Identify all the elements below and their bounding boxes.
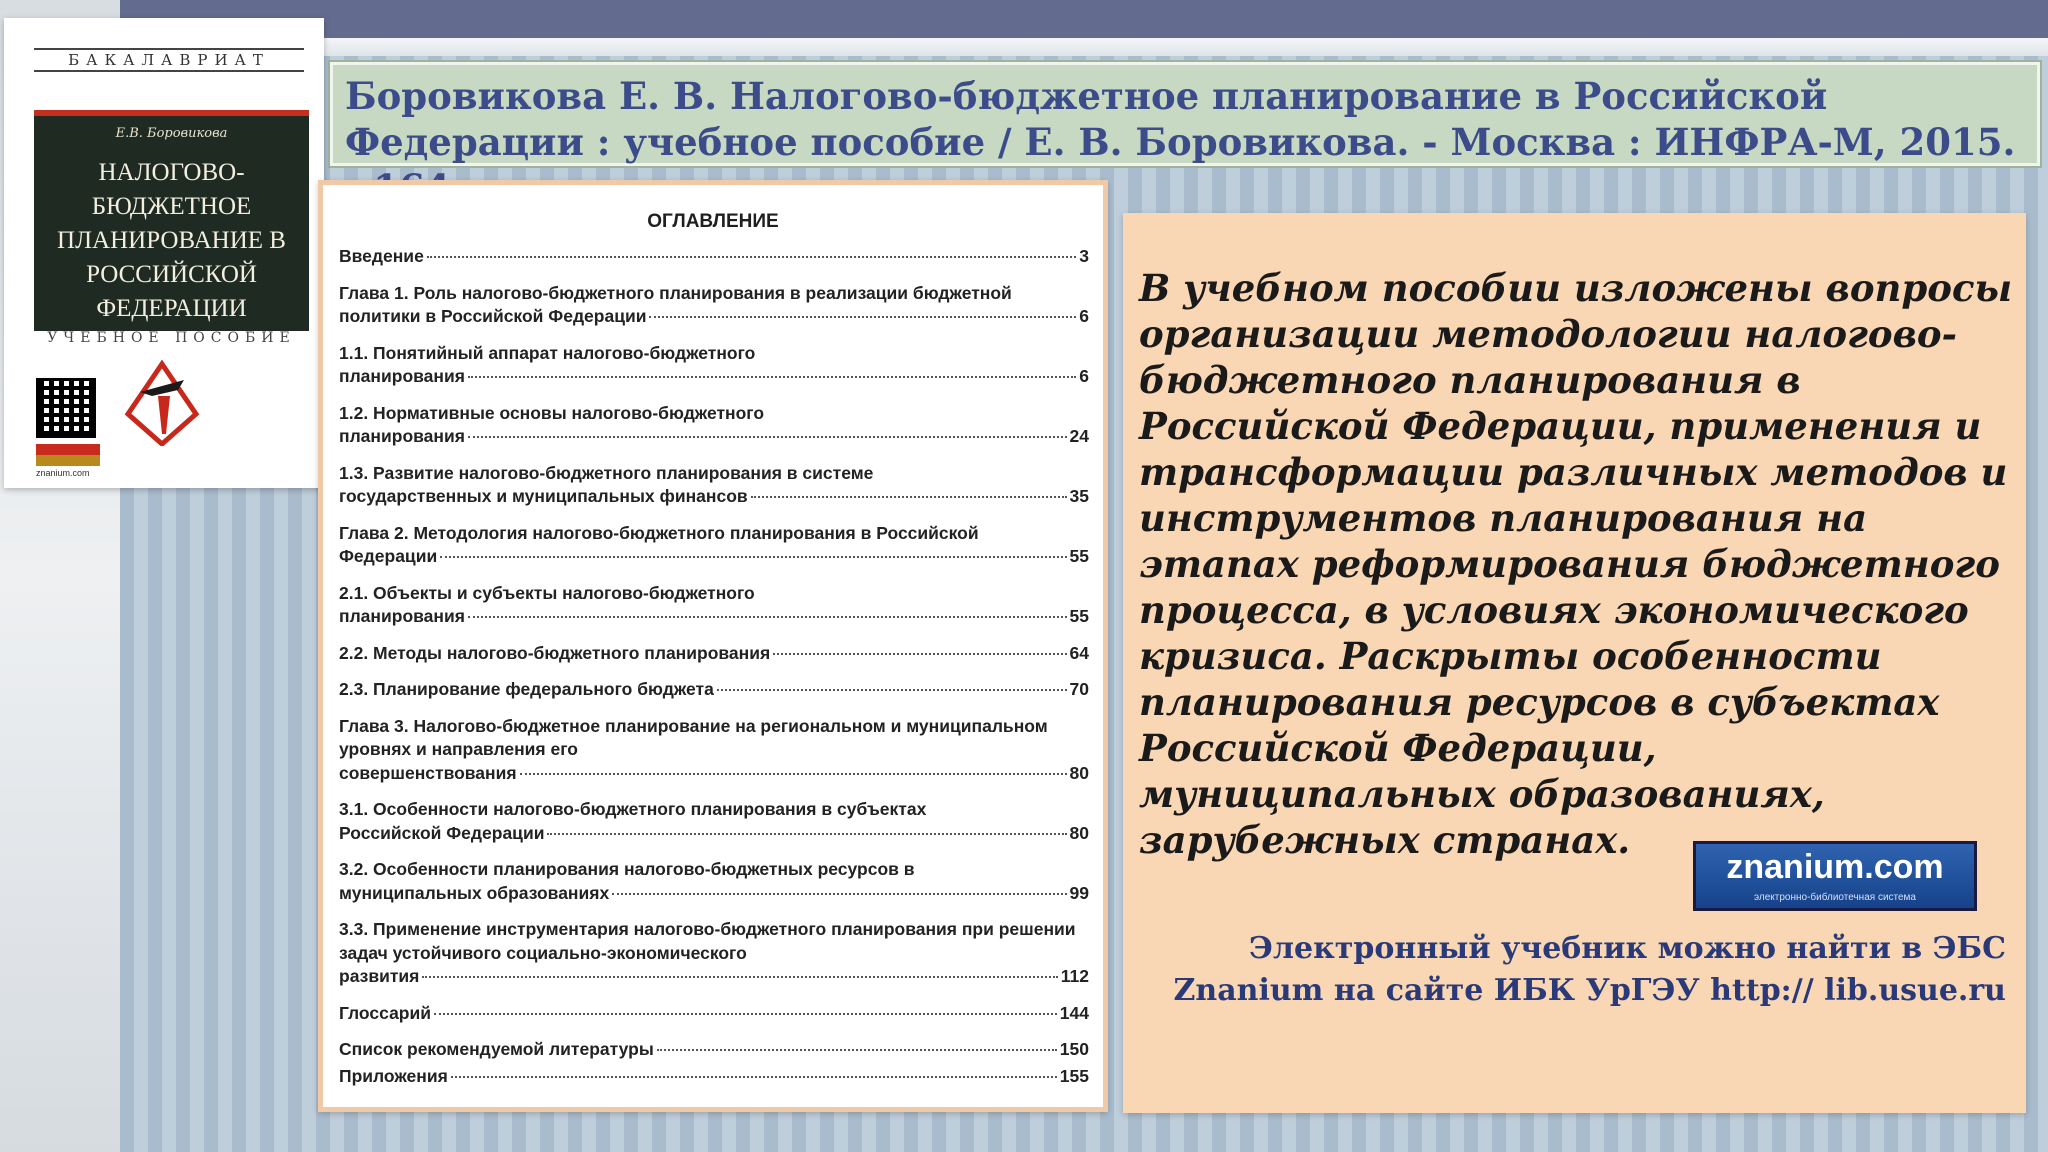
toc-entry	[339, 858, 1089, 905]
toc-entry-title: 1.1. Понятийный аппарат налогово-бюджетного	[339, 342, 756, 363]
toc-leader-dots	[547, 833, 1066, 835]
toc-page-number: 144	[1059, 1002, 1089, 1023]
slide-title: Боровикова Е. В. Налогово-бюджетное планирование в Российской Федерации : учебное пособие / Е. В. Боровикова. - Москва : ИНФРА-М, 2015.	[345, 74, 2016, 164]
ebs-note: Электронный учебник можно найти в ЭБС Znanium на сайте ИБК УрГЭУ http:// lib.usue.ru	[1173, 931, 2006, 1008]
toc-entry-title: Глава 2. Методология налогово-бюджетного планирования в Российской	[339, 522, 979, 543]
toc-page-number: 55	[1069, 546, 1089, 566]
toc-entry-row	[339, 425, 1089, 449]
toc-leader-dots	[427, 256, 1076, 258]
toc-entry-title: 2.1. Объекты и субъекты налогово-бюджетного	[339, 582, 755, 603]
toc-page-number: 6	[1079, 366, 1089, 386]
toc-entry-title-end: Российской Федерации	[339, 822, 545, 843]
cover-site: znanium.com	[36, 468, 90, 478]
toc-leader-dots	[468, 436, 1067, 438]
toc-leader-dots	[657, 1049, 1057, 1051]
toc-entry-row	[339, 305, 1089, 329]
toc-entry-title-end: Приложения	[339, 1065, 448, 1086]
toc-entry-row	[339, 605, 1089, 629]
toc-page-number: 6	[1079, 306, 1089, 326]
toc-entry-title-end: муниципальных образованиях	[339, 882, 610, 903]
toc-page-number: 55	[1069, 606, 1089, 626]
toc-leader-dots	[773, 653, 1066, 655]
toc-entry-title: 3.3. Применение инструментария налогово-бюджетного планирования при решении задач устойчивого социально-экономического	[339, 919, 1076, 963]
toc-leader-dots	[440, 556, 1066, 558]
toc-leader-dots	[468, 616, 1067, 618]
znanium-tagline: электронно-библиотечная система	[1754, 892, 1916, 903]
toc-entry	[339, 282, 1089, 329]
toc-heading: ОГЛАВЛЕНИЕ	[647, 211, 779, 232]
cover-title: НАЛОГОВО-БЮДЖЕТНОЕ ПЛАНИРОВАНИЕ В РОССИЙСКОЙ ФЕДЕРАЦИИ	[57, 159, 286, 322]
toc-entry-title: 1.3. Развитие налогово-бюджетного планирования в системе	[339, 462, 874, 483]
toc-page-number: 80	[1069, 762, 1089, 783]
toc-entry-title: Глава 3. Налогово-бюджетное планирование на региональном и муниципальном уровнях и направления его	[339, 715, 1048, 759]
toc-page-number: 35	[1069, 486, 1089, 506]
publisher-logo-icon	[122, 356, 202, 446]
toc-entry-row	[339, 642, 1089, 666]
znanium-logo[interactable]	[1693, 841, 1977, 911]
toc-entry-title-end: 2.2. Методы налогово-бюджетного планирования	[339, 642, 771, 663]
cover-series: БАКАЛАВРИАТ	[34, 48, 304, 72]
toc-entry-title: 3.1. Особенности налогово-бюджетного планирования в субъектах	[339, 799, 927, 819]
toc-leader-dots	[451, 1076, 1057, 1078]
qr-code-icon	[36, 378, 96, 438]
toc-entry-title-end: государственных и муниципальных финансов	[339, 486, 748, 506]
toc-entry-title-end: планирования	[339, 366, 465, 386]
toc-leader-dots	[612, 893, 1066, 895]
table-of-contents	[318, 180, 1108, 1112]
toc-page-number: 150	[1059, 1039, 1089, 1059]
toc-page-number: 80	[1069, 822, 1089, 843]
toc-entry	[339, 245, 1089, 269]
top-rule	[120, 38, 2048, 56]
toc-entry-title: 1.2. Нормативные основы налогово-бюджетного	[339, 402, 765, 423]
toc-entry	[339, 678, 1089, 702]
cover-author: Е.В. Боровикова	[115, 126, 228, 141]
toc-page-number: 70	[1069, 679, 1089, 699]
toc-leader-dots	[468, 376, 1076, 378]
toc-entry-row	[339, 365, 1089, 389]
toc-entry-row	[339, 485, 1089, 509]
toc-page-number: 24	[1069, 426, 1089, 446]
toc-entry	[339, 1038, 1089, 1062]
toc-entry	[339, 462, 1089, 509]
toc-entry-row	[339, 965, 1089, 989]
toc-entry-title: 3.2. Особенности планирования налогово-бюджетных ресурсов в	[339, 859, 915, 879]
title-banner	[330, 62, 2040, 166]
toc-entry-row	[339, 882, 1089, 906]
toc-page-number: 3	[1079, 246, 1089, 266]
book-cover	[4, 18, 324, 488]
toc-entry	[339, 1065, 1089, 1089]
toc-entry	[339, 342, 1089, 389]
toc-entry	[339, 1002, 1089, 1026]
top-bar	[120, 0, 2048, 38]
toc-entry-title-end: планирования	[339, 606, 465, 626]
book-description: В учебном пособии изложены вопросы организации методологии налогово-бюджетного планирования в Российской Федерации, применения и трансформации различных методов и инструментов планирования на этапах реформирования бюджетного процесса, в условиях экономического кризиса. Раскрыты особенности планирования ресурсов в субъектах Российской Федерации, муниципальных образованиях, зарубежных странах.	[1139, 266, 2013, 862]
description-panel	[1123, 213, 2026, 1113]
toc-entry	[339, 402, 1089, 449]
toc-page-number: 112	[1060, 966, 1089, 986]
toc-entry-title-end: развития	[339, 966, 420, 986]
toc-leader-dots	[751, 496, 1067, 498]
toc-entry-row	[339, 762, 1089, 786]
toc-entry	[339, 798, 1089, 845]
toc-leader-dots	[422, 976, 1057, 978]
toc-entry	[339, 715, 1089, 786]
toc-leader-dots	[717, 689, 1067, 691]
toc-entry-title-end: Список рекомендуемой литературы	[339, 1039, 654, 1059]
toc-entry-row	[339, 822, 1089, 846]
toc-entry	[339, 642, 1089, 666]
toc-entry	[339, 582, 1089, 629]
toc-entry-title-end: Федерации	[339, 546, 438, 566]
toc-leader-dots	[520, 773, 1067, 775]
toc-page-number: 64	[1069, 642, 1089, 663]
toc-entry-title: Глава 1. Роль налогово-бюджетного планирования в реализации бюджетной	[339, 282, 1012, 303]
toc-page-number: 99	[1069, 882, 1089, 903]
toc-entry	[339, 918, 1089, 989]
cover-subtitle: УЧЕБНОЕ ПОСОБИЕ	[47, 330, 296, 346]
toc-entry	[339, 522, 1089, 569]
znanium-name: znanium.com	[1726, 848, 1944, 886]
toc-leader-dots	[649, 316, 1076, 318]
cover-title-panel	[34, 110, 309, 331]
toc-entry-title-end: планирования	[339, 426, 465, 446]
toc-entry-row	[339, 545, 1089, 569]
toc-page-number: 155	[1059, 1065, 1089, 1086]
toc-entry-title-end: совершенствования	[339, 762, 517, 783]
toc-entry-title-end: 2.3. Планирование федерального бюджета	[339, 679, 714, 699]
toc-entry-row	[339, 1065, 1089, 1089]
toc-entry-row	[339, 678, 1089, 702]
cover-badge	[36, 444, 100, 466]
toc-list	[339, 245, 1089, 1091]
toc-entry-title-end: Глоссарий	[339, 1002, 432, 1023]
toc-entry-row	[339, 1002, 1089, 1026]
toc-leader-dots	[434, 1013, 1057, 1015]
toc-entry-title-end: Введение	[339, 246, 424, 266]
toc-entry-title-end: политики в Российской Федерации	[339, 306, 647, 326]
toc-entry-row	[339, 245, 1089, 269]
toc-entry-row	[339, 1038, 1089, 1062]
